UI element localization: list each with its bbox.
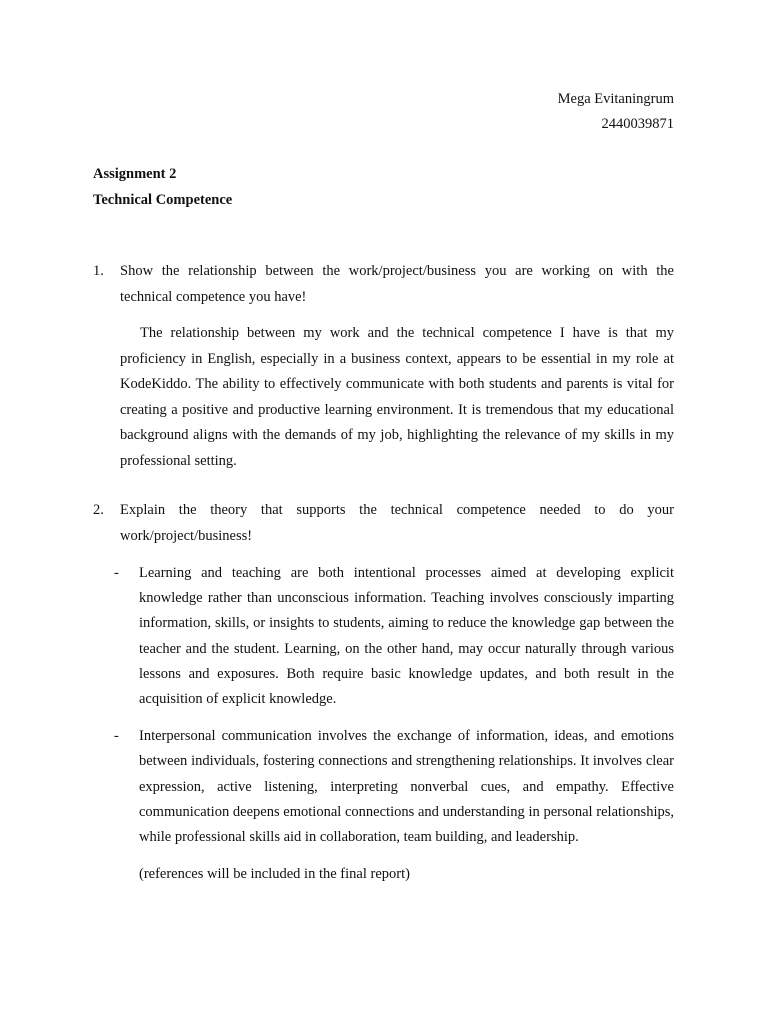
document-title: [93, 161, 232, 213]
bullet-text: Interpersonal communication involves the exchange of information, ideas, and emotions between individuals, fostering connections and strengthening relationships. It involves clear expression, active listening, interpreting nonverbal cues, and empathy. Effective communication deepens emotional connections and understanding in personal relationships, while professional skills aid in collaboration, team building, and leadership.: [139, 728, 674, 846]
topic-title: Technical Competence: [93, 192, 233, 208]
answer-paragraph: The relationship between my work and the technical competence I have is that my proficiency in English, especially in a business context, appears to be essential in my role at KodeKiddo. The ability to effectively communicate with both students and parents is vital for creating a positive and productive learning environment. It is tremendous that my educational background aligns with the demands of my job, highlighting the relevance of my skills in my professional setting.: [120, 325, 674, 469]
bullet-text: Learning and teaching are both intentional processes aimed at developing explicit knowledge rather than unconscious information. Teaching involves consciously imparting information, skills, or insights to students, aiming to reduce the knowledge gap between the teacher and the student. Learning, on the other hand, may occur naturally through various lessons and exposures. Both require basic knowledge updates, and both result in the acquisition of explicit knowledge.: [139, 565, 674, 708]
bullet-marker: -: [114, 565, 119, 581]
question-text: Explain the theory that supports the technical competence needed to do your work/project/business!: [120, 502, 674, 544]
references-note: (references will be included in the final report): [139, 866, 410, 883]
document-body: [93, 259, 674, 887]
bullet-marker: -: [114, 728, 119, 745]
question-1: [93, 259, 674, 310]
author-header: [558, 87, 674, 137]
author-name: Mega Evitaningrum: [557, 91, 674, 107]
question-number: 1.: [93, 263, 104, 279]
question-2: [93, 498, 674, 549]
question-number: 2.: [93, 502, 104, 518]
bullet-item: [114, 724, 674, 850]
student-id: 2440039871: [601, 116, 674, 132]
bullet-item: [114, 561, 674, 712]
assignment-title: Assignment 2: [93, 166, 177, 182]
question-text: Show the relationship between the work/project/business you are working on with the technical competence you have!: [120, 263, 674, 305]
